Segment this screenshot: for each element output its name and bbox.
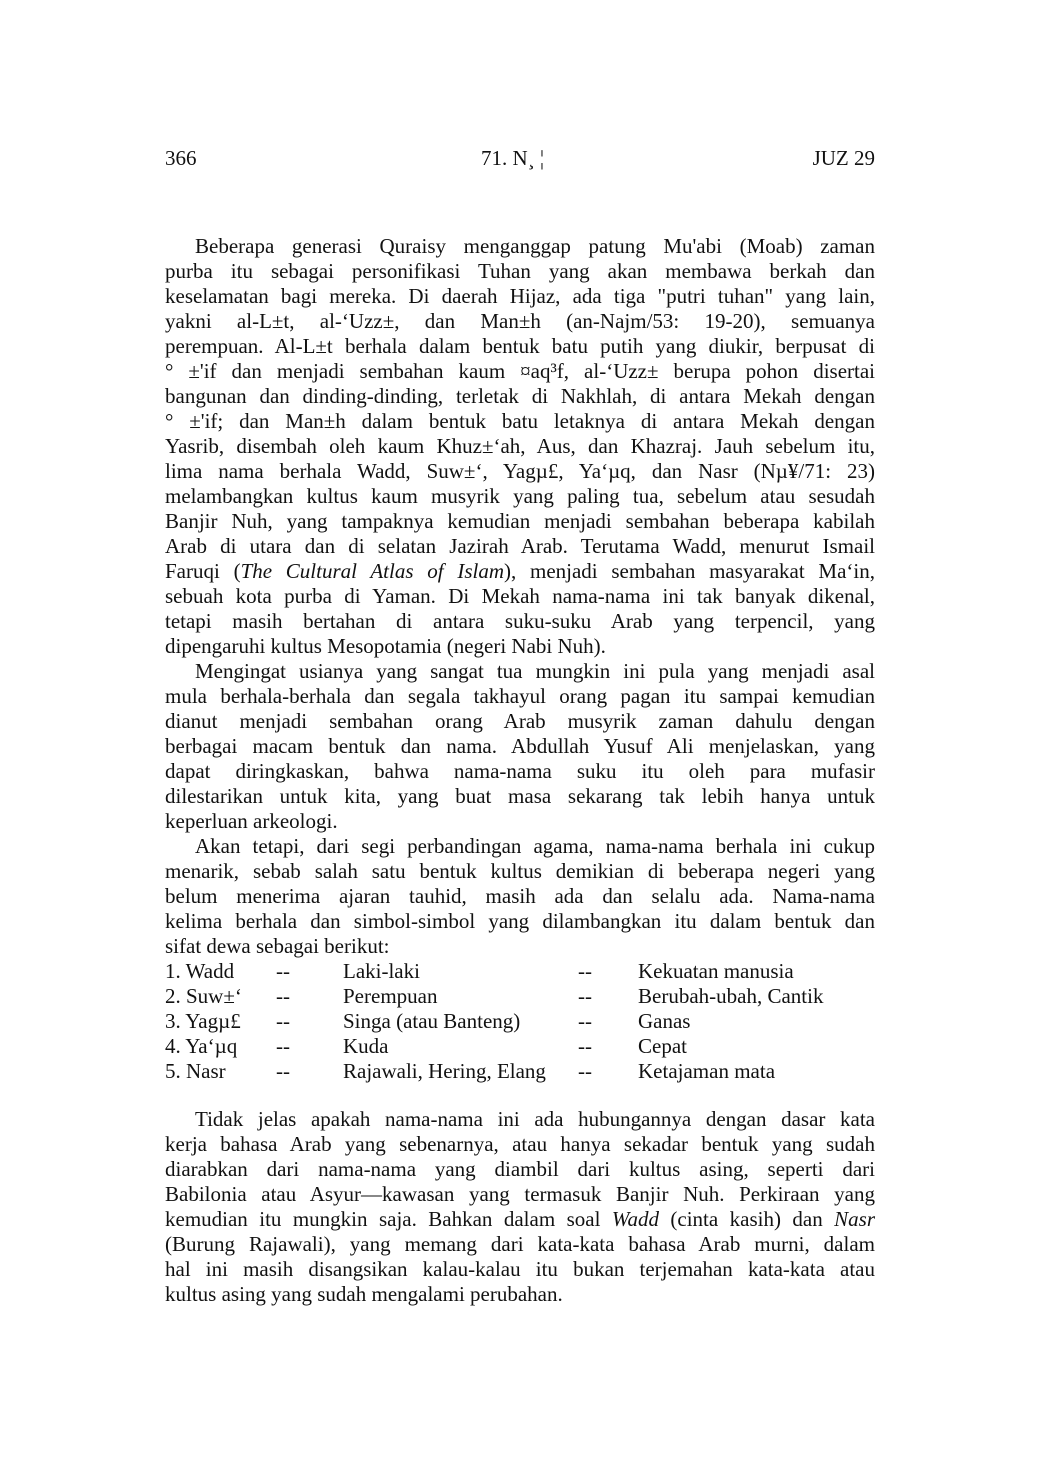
text-line: belum menerima ajaran tauhid, masih ada dan selalu ada. Nama-nama: [165, 884, 875, 908]
italic-title: The Cultural Atlas of Islam: [240, 559, 504, 583]
text-line: ° ±'if; dan Man±h dalam bentuk batu letaknya di antara Mekah dengan: [165, 409, 875, 433]
separator: --: [578, 1059, 592, 1083]
attribute: Cepat: [638, 1034, 687, 1058]
text-line: Mengingat usianya yang sangat tua mungkin ini pula yang menjadi asal: [195, 659, 875, 683]
text-line: sebuah kota purba di Yaman. Di Mekah nama-nama ini tak banyak dikenal,: [165, 584, 875, 608]
paragraphs-before-table: [165, 234, 875, 959]
idol-name: 1. Wadd: [165, 959, 235, 983]
text-span: (cinta kasih) dan: [658, 1207, 835, 1231]
gender: Singa (atau Banteng): [343, 1009, 521, 1033]
text-line: sifat dewa sebagai berikut:: [165, 934, 390, 958]
spacer: [165, 1084, 875, 1107]
text-line: Banjir Nuh, yang tampaknya kemudian menjadi sembahan beberapa kabilah: [165, 509, 875, 533]
text-line: menarik, sebab salah satu bentuk kultus demikian di beberapa negeri yang: [165, 859, 875, 883]
text-line: purba itu sebagai personifikasi Tuhan yang akan membawa berkah dan: [165, 259, 875, 283]
text-line: melambangkan kultus kaum musyrik yang paling tua, sebelum atau sesudah: [165, 484, 875, 508]
text-line: mula berhala-berhala dan segala takhayul orang pagan itu sampai kemudian: [165, 684, 875, 708]
text-span: Faruqi (: [165, 559, 241, 583]
text-line: perempuan. Al-L±t berhala dalam bentuk batu putih yang diukir, berpusat di: [165, 334, 875, 358]
separator: --: [578, 1034, 592, 1058]
idol-table: [165, 959, 875, 1084]
text-span: ), menjadi sembahan masyarakat Ma‘in,: [504, 559, 875, 583]
paragraph: [165, 659, 875, 834]
text-line: Yasrib, disembah oleh kaum Khuz±‘ah, Aus, dan Khazraj. Jauh sebelum itu,: [165, 434, 875, 458]
italic-title: Nasr: [834, 1207, 875, 1231]
paragraph: [165, 1107, 875, 1307]
text-line: keperluan arkeologi.: [165, 809, 338, 833]
gender: Perempuan: [343, 984, 438, 1008]
text-line: [165, 1207, 875, 1232]
juz-label: JUZ 29: [812, 146, 875, 170]
text-line: yakni al-L±t, al-‘Uzz±, dan Man±h (an-Najm/53: 19-20), semuanya: [165, 309, 875, 333]
text-line: (Burung Rajawali), yang memang dari kata-kata bahasa Arab murni, dalam: [165, 1232, 875, 1256]
table-row: [165, 1059, 875, 1084]
table-row: [165, 959, 875, 984]
idol-name: 3. Yagµ£: [165, 1009, 241, 1033]
table-row: [165, 1034, 875, 1059]
paragraph: [165, 834, 875, 959]
text-line: Arab di utara dan di selatan Jazirah Arab. Terutama Wadd, menurut Ismail: [165, 534, 875, 558]
text-line: Akan tetapi, dari segi perbandingan agama, nama-nama berhala ini cukup: [195, 834, 875, 858]
text-line: Beberapa generasi Quraisy menganggap patung Mu'abi (Moab) zaman: [195, 234, 875, 258]
separator: --: [276, 1059, 290, 1083]
attribute: Berubah-ubah, Cantik: [638, 984, 824, 1008]
gender: Laki-laki: [343, 959, 420, 983]
paragraph: [165, 234, 875, 659]
text-line: dipengaruhi kultus Mesopotamia (negeri Nabi Nuh).: [165, 634, 606, 658]
separator: --: [276, 1009, 290, 1033]
attribute: Ketajaman mata: [638, 1059, 776, 1083]
idol-name: 2. Suw±‘: [165, 984, 242, 1008]
table-row: [165, 984, 875, 1009]
separator: --: [276, 1034, 290, 1058]
separator: --: [578, 1009, 592, 1033]
idol-name: 5. Nasr: [165, 1059, 226, 1083]
text-line: dapat diringkaskan, bahwa nama-nama suku itu oleh para mufasir: [165, 759, 875, 783]
separator: --: [578, 959, 592, 983]
gender: Rajawali, Hering, Elang: [343, 1059, 546, 1083]
text-line: kerja bahasa Arab yang sebenarnya, atau hanya sekadar bentuk yang sudah: [165, 1132, 875, 1156]
attribute: Kekuatan manusia: [638, 959, 794, 983]
text-line: diarabkan dari nama-nama yang diambil dari kultus asing, seperti dari: [165, 1157, 875, 1181]
separator: --: [578, 984, 592, 1008]
text-line: tetapi masih bertahan di antara suku-suku Arab yang terpencil, yang: [165, 609, 875, 633]
text-line: dianut menjadi sembahan orang Arab musyrik zaman dahulu dengan: [165, 709, 875, 733]
paragraphs-after-table: [165, 1107, 875, 1307]
text-line: hal ini masih disangsikan kalau-kalau itu bukan terjemahan kata-kata atau: [165, 1257, 875, 1281]
text-line: [165, 559, 875, 584]
idol-name: 4. Ya‘µq: [165, 1034, 238, 1058]
text-line: lima nama berhala Wadd, Suw±‘, Yagµ£, Ya‘µq, dan Nasr (Nµ¥/71: 23): [165, 459, 875, 483]
text-line: Tidak jelas apakah nama-nama ini ada hubungannya dengan dasar kata: [195, 1107, 875, 1131]
text-line: kultus asing yang sudah mengalami perubahan.: [165, 1282, 563, 1306]
text-line: dilestarikan untuk kita, yang buat masa sekarang tak lebih hanya untuk: [165, 784, 875, 808]
separator: --: [276, 984, 290, 1008]
page-body: [165, 234, 875, 1307]
separator: --: [276, 959, 290, 983]
italic-title: Wadd: [611, 1207, 659, 1231]
text-line: ° ±'if dan menjadi sembahan kaum ¤aq³f, al-‘Uzz± berupa pohon disertai: [165, 359, 875, 383]
text-span: kemudian itu mungkin saja. Bahkan dalam soal: [165, 1207, 612, 1231]
gender: Kuda: [343, 1034, 389, 1058]
text-line: bangunan dan dinding-dinding, terletak di Nakhlah, di antara Mekah dengan: [165, 384, 875, 408]
text-line: Babilonia atau Asyur—kawasan yang termasuk Banjir Nuh. Perkiraan yang: [165, 1182, 875, 1206]
text-line: keselamatan bagi mereka. Di daerah Hijaz, ada tiga "putri tuhan" yang lain,: [165, 284, 875, 308]
text-line: kelima berhala dan simbol-simbol yang dilambangkan itu dalam bentuk dan: [165, 909, 875, 933]
chapter-header: 71. N¸ ¦: [481, 146, 545, 170]
page-number: 366: [165, 146, 197, 170]
attribute: Ganas: [638, 1009, 691, 1033]
text-line: berbagai macam bentuk dan nama. Abdullah Yusuf Ali menjelaskan, yang: [165, 734, 875, 758]
table-row: [165, 1009, 875, 1034]
